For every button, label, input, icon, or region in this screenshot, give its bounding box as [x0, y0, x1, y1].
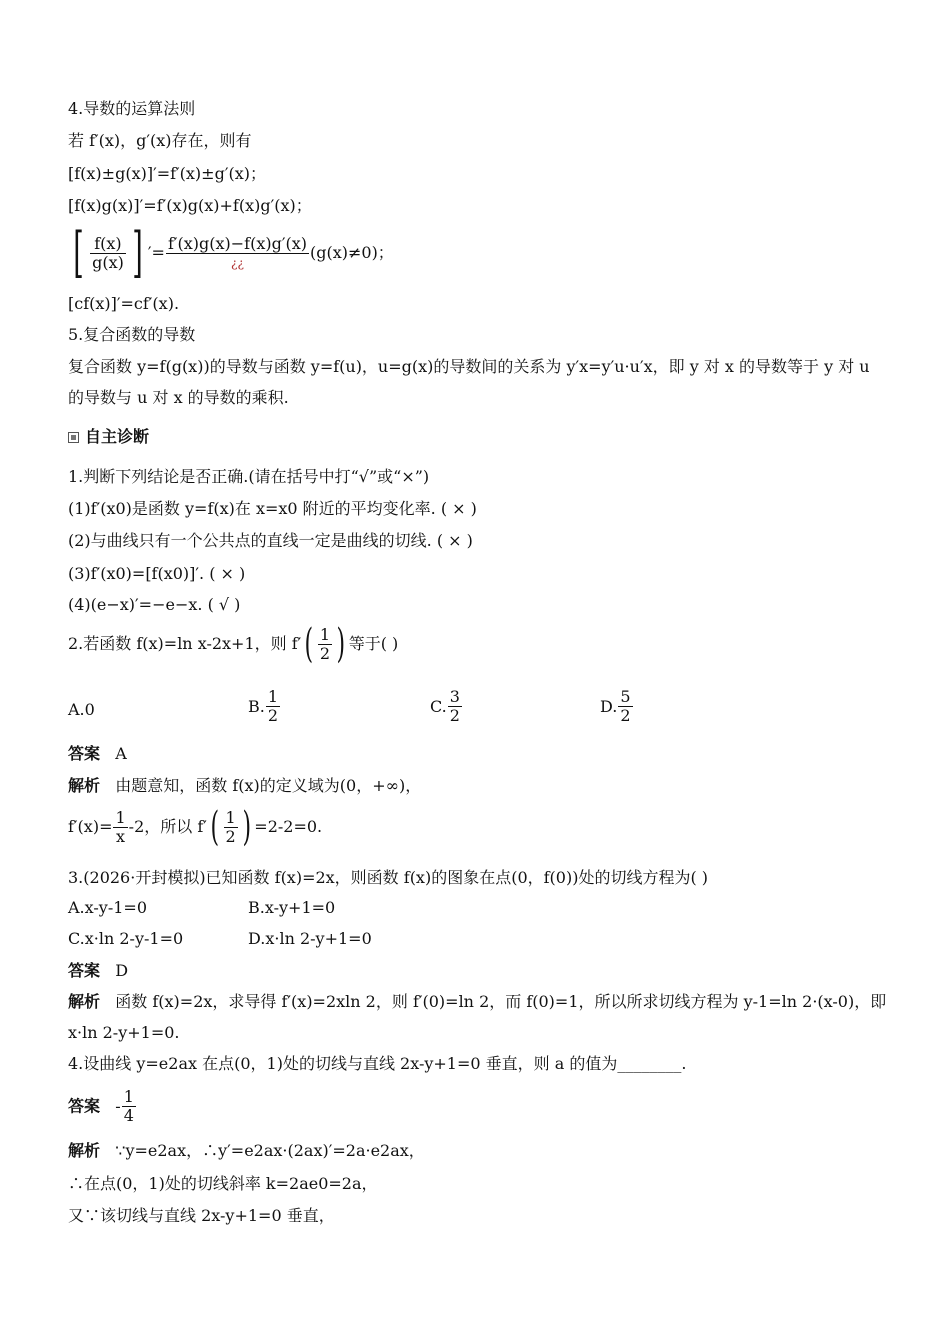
q4-analysis-1	[68, 1140, 425, 1162]
quotient-lhs-den: g(x)	[92, 252, 124, 272]
composite-line-2: 的导数与 u 对 x 的导数的乘积.	[68, 388, 289, 407]
left-bracket: [	[73, 221, 84, 284]
q4-analysis-1-text: ∵y=e2ax，∴y′=e2ax·(2ax)′=2a·e2ax，	[115, 1141, 425, 1160]
q1-item-4: (4)(e−x)′=−e−x. ( √ )	[68, 595, 241, 614]
q3-analysis-2: x·ln 2-y+1=0.	[68, 1023, 180, 1042]
q3-option-b: B.x-y+1=0	[248, 898, 336, 917]
q2-option-a: A.0	[68, 700, 95, 719]
q2-option-b-den: 2	[267, 706, 279, 725]
analysis-label: 解析	[68, 776, 101, 795]
close-paren: )	[336, 621, 346, 667]
q4-answer-sign: -	[115, 1096, 121, 1116]
q1-stem: 1.判断下列结论是否正确.(请在括号中打“√”或“×”)	[68, 467, 430, 486]
q2-analysis-2	[68, 804, 323, 850]
q2-analysis-2-frac	[113, 809, 127, 846]
section-marker-icon	[68, 432, 79, 443]
q2-option-c-den: 2	[449, 706, 460, 725]
q2-stem-suffix: 等于( )	[348, 634, 399, 653]
q2-analysis-2-den: x	[116, 826, 126, 846]
quotient-condition: (g(x)≠0)；	[309, 243, 394, 262]
q4-stem: 4.设曲线 y=e2ax 在点(0，1)处的切线与直线 2x-y+1=0 垂直，则 a 的值为________.	[68, 1054, 687, 1073]
analysis-label: 解析	[68, 1141, 101, 1160]
q3-option-d: D.x·ln 2-y+1=0	[248, 929, 372, 948]
q2-option-b-frac	[266, 688, 280, 725]
q2-option-b-label: B.	[248, 697, 265, 716]
q2-analysis-2-suffix: =2-2=0.	[254, 817, 323, 836]
section-title: 自主诊断	[85, 427, 150, 446]
answer-label: 答案	[68, 961, 101, 980]
quotient-rhs-den: ¿¿	[231, 255, 244, 270]
q2-analysis-2-frac2	[224, 809, 238, 846]
q4-answer-den: 4	[123, 1106, 134, 1125]
q1-item-1: (1)f′(x0)是函数 y=f(x)在 x=x0 附近的平均变化率. ( × )	[68, 499, 477, 518]
q4-answer-num: 1	[123, 1087, 134, 1106]
quotient-lhs-fraction	[90, 235, 126, 272]
q4-answer	[68, 1088, 137, 1125]
heading-composite: 5.复合函数的导数	[68, 325, 196, 344]
quotient-lhs-num: f(x)	[90, 235, 126, 254]
open-paren: (	[210, 804, 219, 850]
quotient-rule: [ $\frac{f(x)}{g(x)}$ ] ′= $\frac{f'(x)g(x)-f(x)g'(x)}{¿¿}$ (g(x)≠0)；	[73, 221, 394, 284]
quotient-rhs-num: f′(x)g(x)−f(x)g′(x)	[167, 233, 307, 253]
answer-label: 答案	[68, 1096, 101, 1116]
q2-option-d-num: 5	[620, 687, 631, 706]
answer-label: 答案	[68, 744, 101, 763]
quotient-rhs-fraction	[166, 235, 309, 272]
q2-option-c-frac	[448, 688, 462, 725]
q2-option-b	[248, 688, 281, 725]
q4-analysis-2: ∴在点(0，1)处的切线斜率 k=2ae0=2a，	[68, 1174, 378, 1193]
q2-analysis-2-num2: 1	[225, 807, 236, 827]
q2-option-d-label: D.	[600, 697, 618, 716]
q2-option-d-den: 2	[620, 706, 631, 725]
product-rule: [f(x)g(x)]′=f′(x)g(x)+f(x)g′(x)；	[68, 196, 312, 215]
q3-analysis-1	[68, 991, 886, 1013]
rules-intro: 若 f′(x)，g′(x)存在，则有	[68, 131, 252, 150]
q2-option-d	[600, 688, 634, 725]
constant-rule: [cf(x)]′=cf′(x).	[68, 294, 180, 313]
q2-fraction-num: 1	[319, 624, 331, 644]
q2-analysis-2-prefix: f′(x)=	[68, 817, 113, 836]
section-self-diagnosis	[68, 426, 149, 448]
sum-rule: [f(x)±g(x)]′=f′(x)±g′(x)；	[68, 164, 266, 183]
q2-answer	[68, 743, 127, 765]
heading-derivative-rules: 4.导数的运算法则	[68, 99, 196, 118]
q2-stem	[68, 621, 399, 667]
q1-item-2: (2)与曲线只有一个公共点的直线一定是曲线的切线. ( × )	[68, 531, 473, 550]
q3-option-c: C.x·ln 2-y-1=0	[68, 929, 184, 948]
q3-option-a: A.x-y-1=0	[68, 898, 147, 917]
q2-analysis-2-den2: 2	[225, 826, 236, 846]
q2-fraction-den: 2	[319, 643, 331, 663]
q2-option-c-label: C.	[430, 697, 447, 716]
open-paren: (	[304, 621, 314, 667]
q3-analysis-1-text: 函数 f(x)=2x，求导得 f′(x)=2xln 2，则 f′(0)=ln 2，而 f(0)=1，所以所求切线方程为 y-1=ln 2·(x-0)，即	[115, 992, 887, 1011]
q2-fraction	[318, 626, 332, 663]
q2-analysis-2-mid: -2，所以 f′	[128, 817, 207, 836]
q2-option-c-num: 3	[449, 687, 460, 706]
q1-item-3: (3)f′(x0)=[f(x0)]′. ( × )	[68, 564, 246, 583]
q2-analysis-1-text: 由题意知，函数 f(x)的定义域为(0，+∞)，	[115, 776, 422, 795]
q3-answer-value: D	[115, 961, 129, 980]
close-paren: )	[242, 804, 251, 850]
q2-analysis-2-num: 1	[115, 807, 126, 827]
q2-option-d-frac	[618, 688, 632, 725]
q2-option-b-num: 1	[267, 687, 279, 706]
q2-answer-value: A	[115, 744, 127, 763]
composite-line-1: 复合函数 y=f(g(x))的导数与函数 y=f(u)，u=g(x)的导数间的关系为 y′x=y′u·u′x，即 y 对 x 的导数等于 y 对 u	[68, 357, 870, 376]
analysis-label: 解析	[68, 992, 101, 1011]
q2-option-c	[430, 688, 463, 725]
q4-analysis-3: 又∵该切线与直线 2x-y+1=0 垂直，	[68, 1206, 335, 1225]
q3-answer	[68, 960, 128, 982]
q2-stem-prefix: 2.若函数 f(x)=ln x-2x+1，则 f′	[68, 634, 302, 653]
right-bracket: ]	[132, 221, 143, 284]
q4-answer-frac	[122, 1088, 136, 1125]
q2-analysis-1	[68, 775, 421, 797]
q3-stem: 3.(2026·开封模拟)已知函数 f(x)=2x，则函数 f(x)的图象在点(0，f(0))处的切线方程为( )	[68, 868, 709, 887]
